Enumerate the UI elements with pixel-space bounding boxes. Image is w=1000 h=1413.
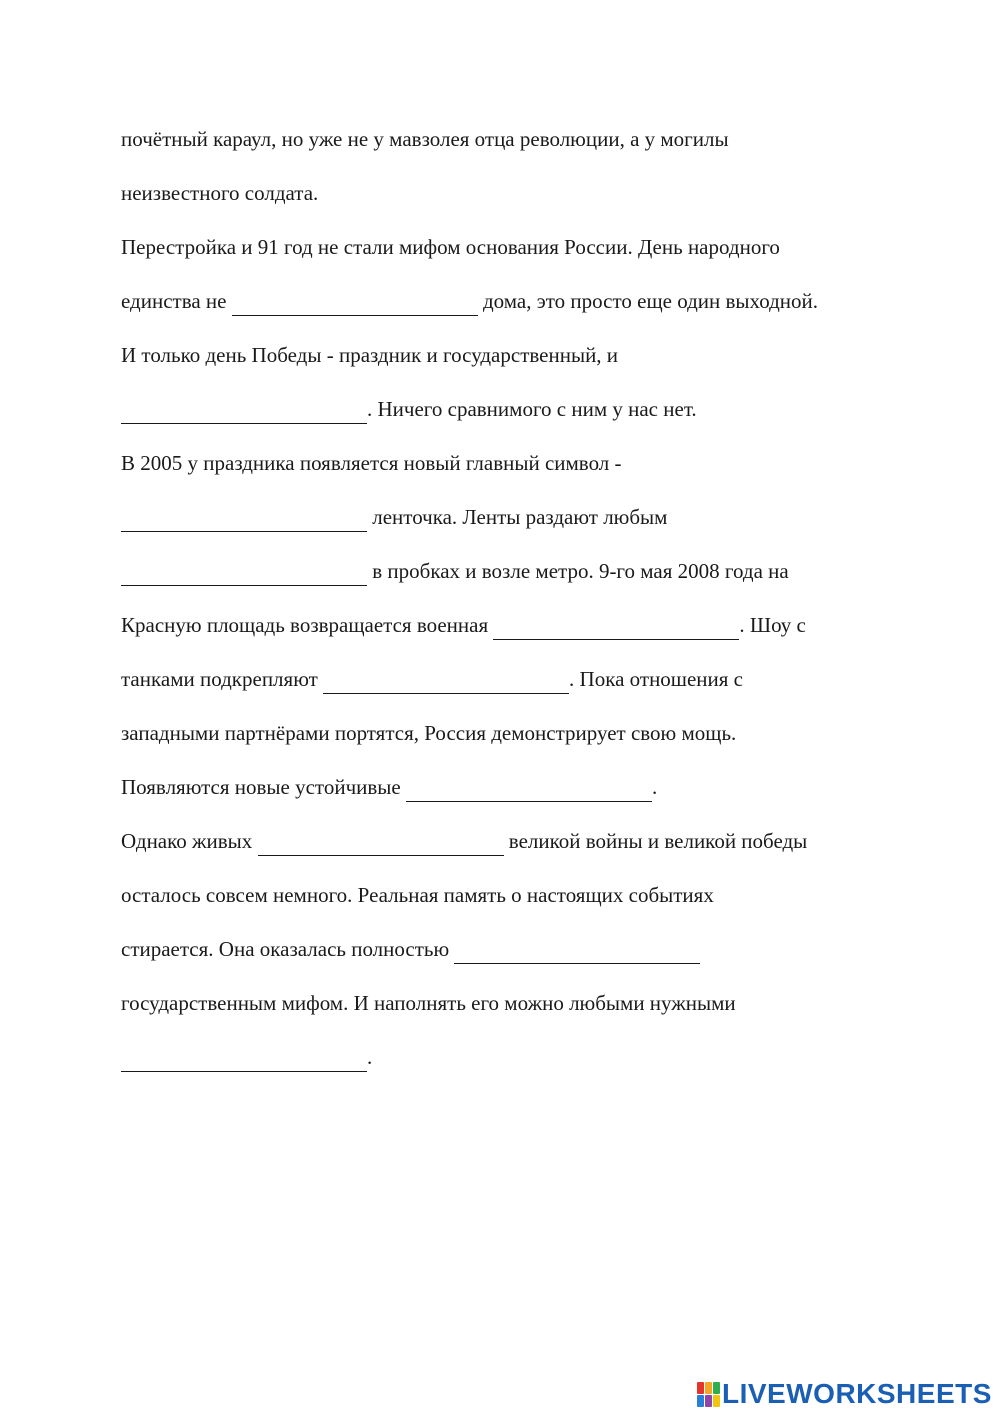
text-segment: Появляются новые устойчивые: [121, 775, 406, 799]
text-line: [121, 1030, 891, 1084]
text-segment: ленточка. Ленты раздают любым: [367, 505, 668, 529]
answer-blank-2[interactable]: [121, 401, 367, 424]
text-segment: неизвестного солдата.: [121, 181, 319, 205]
liveworksheets-logo-icon: [697, 1382, 719, 1406]
answer-blank-9[interactable]: [454, 941, 700, 964]
text-line: [121, 814, 891, 868]
answer-blank-10[interactable]: [121, 1049, 367, 1072]
text-line: [121, 166, 891, 220]
answer-blank-7[interactable]: [406, 779, 652, 802]
text-line: [121, 544, 891, 598]
text-segment: осталось совсем немного. Реальная память о настоящих событиях: [121, 883, 714, 907]
text-segment: великой войны и великой победы: [503, 829, 808, 853]
text-line: [121, 382, 891, 436]
text-segment: .: [367, 1045, 373, 1069]
text-line: [121, 436, 891, 490]
text-segment: дома, это просто еще один выходной.: [477, 289, 819, 313]
answer-blank-1[interactable]: [232, 293, 478, 316]
text-line: [121, 112, 891, 166]
text-segment: .: [651, 775, 658, 799]
text-line: [121, 922, 891, 976]
text-segment: . Ничего сравнимого с ним у нас нет.: [367, 397, 697, 421]
text-segment: стирается. Она оказалась полностью: [121, 937, 455, 961]
text-line: [121, 490, 891, 544]
text-segment: танками подкрепляют: [121, 667, 324, 691]
text-segment: И только день Победы - праздник и государственный, и: [121, 343, 619, 367]
text-line: [121, 706, 891, 760]
text-segment: Красную площадь возвращается военная: [121, 613, 494, 637]
text-segment: государственным мифом. И наполнять его можно любыми нужными: [121, 991, 736, 1015]
answer-blank-4[interactable]: [121, 563, 367, 586]
text-line: [121, 760, 891, 814]
text-segment: Однако живых: [121, 829, 258, 853]
text-segment: почётный караул, но уже не у мавзолея отца революции, а у могилы: [121, 127, 729, 151]
text-line: [121, 976, 891, 1030]
answer-blank-3[interactable]: [121, 509, 367, 532]
text-segment: . Пока отношения с: [569, 667, 744, 691]
text-segment: Перестройка и 91 год не стали мифом основания России. День народного: [121, 235, 780, 259]
text-segment: западными партнёрами портятся, Россия демонстрирует свою мощь.: [121, 721, 737, 745]
text-segment: В 2005 у праздника появляется новый главный символ -: [121, 451, 622, 475]
answer-blank-8[interactable]: [258, 833, 504, 856]
answer-blank-5[interactable]: [493, 617, 739, 640]
text-line: [121, 652, 891, 706]
logo-text: LIVEWORKSHEETS: [722, 1378, 992, 1409]
liveworksheets-logo: [697, 1379, 992, 1409]
text-segment: в пробках и возле метро. 9-го мая 2008 года на: [367, 559, 789, 583]
text-line: [121, 868, 891, 922]
text-line: [121, 328, 891, 382]
text-segment: единства не: [121, 289, 232, 313]
text-segment: . Шоу с: [739, 613, 806, 637]
worksheet-text: [121, 112, 891, 1084]
text-line: [121, 598, 891, 652]
text-line: [121, 220, 891, 274]
text-line: [121, 274, 891, 328]
answer-blank-6[interactable]: [323, 671, 569, 694]
